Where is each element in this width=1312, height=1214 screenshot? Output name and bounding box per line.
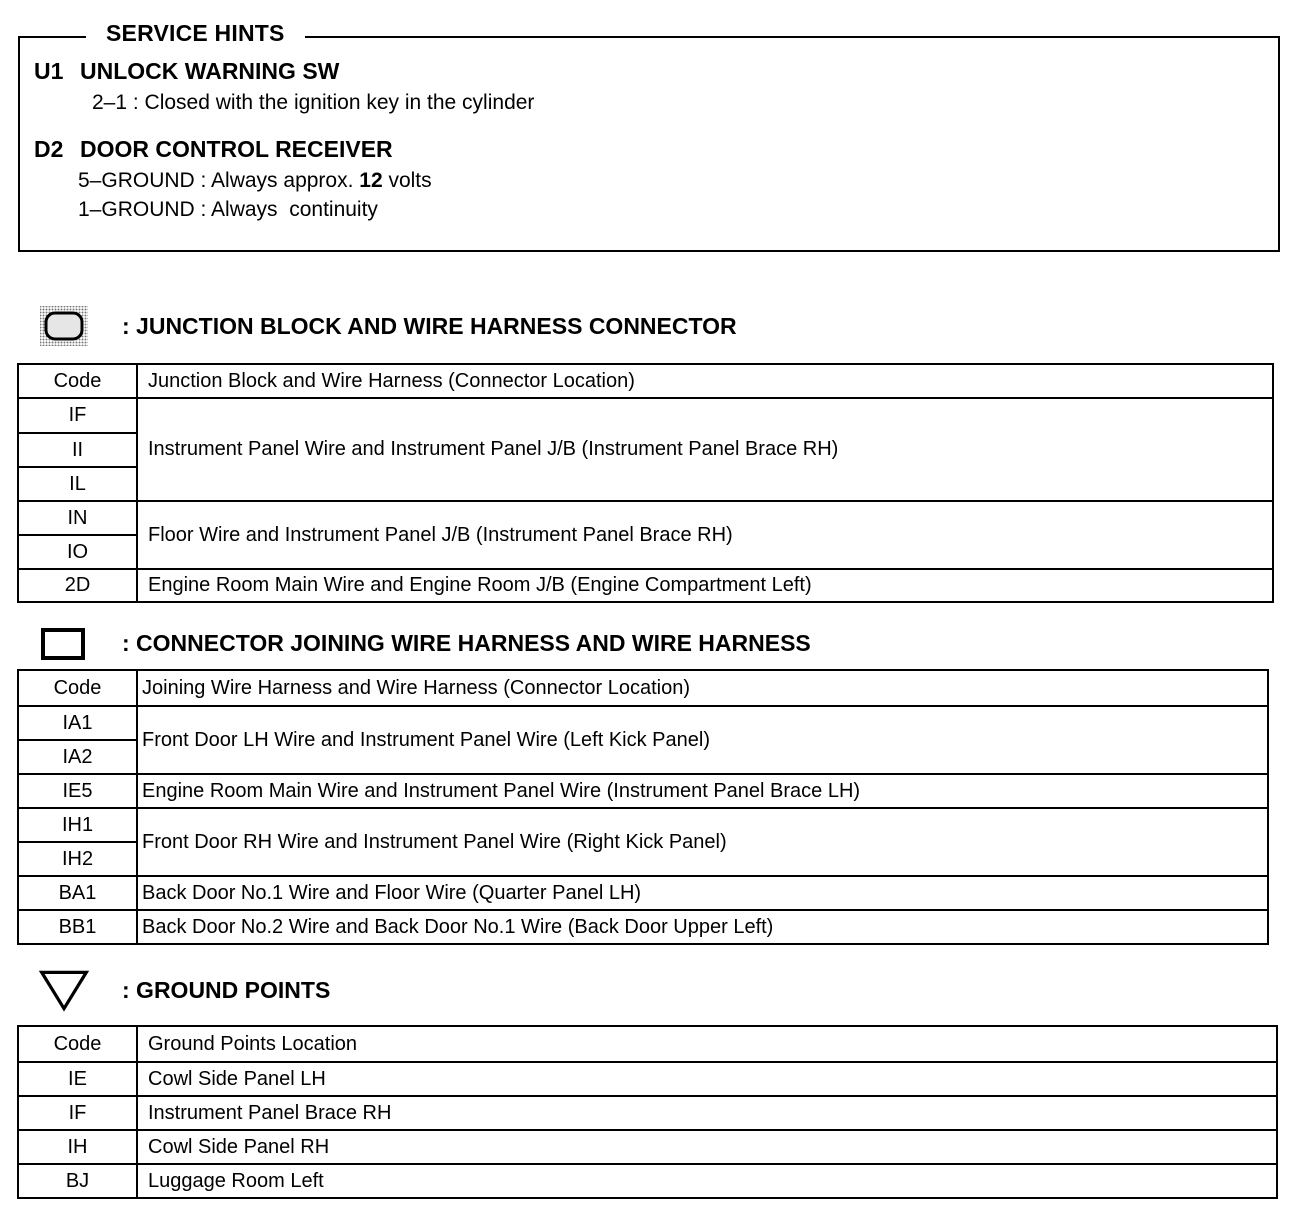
desc-cell: Front Door RH Wire and Instrument Panel Wire (Right Kick Panel) xyxy=(137,808,1268,876)
rectangle-icon xyxy=(38,619,90,667)
table-row xyxy=(18,808,1268,842)
code-cell: IH xyxy=(18,1130,137,1164)
hint-line: 1–GROUND : Always continuity xyxy=(78,198,378,221)
shaded-rounded-rectangle-icon xyxy=(38,302,90,350)
table-row xyxy=(18,1062,1277,1096)
junction-table xyxy=(17,363,1274,603)
hint-name: DOOR CONTROL RECEIVER xyxy=(80,136,393,162)
code-cell: IA2 xyxy=(18,740,137,774)
down-triangle-icon xyxy=(38,966,90,1014)
code-cell: IL xyxy=(18,467,137,501)
desc-cell: Engine Room Main Wire and Engine Room J/B (Engine Compartment Left) xyxy=(137,569,1273,602)
code-cell: IO xyxy=(18,535,137,569)
code-cell: IE xyxy=(18,1062,137,1096)
code-cell: IH1 xyxy=(18,808,137,842)
header-code: Code xyxy=(18,364,137,398)
table-row xyxy=(18,501,1273,535)
hint-line: 2–1 : Closed with the ignition key in the cylinder xyxy=(92,91,535,114)
code-cell: 2D xyxy=(18,569,137,602)
connector-table xyxy=(17,669,1269,945)
table-row xyxy=(18,1096,1277,1130)
desc-cell: Engine Room Main Wire and Instrument Panel Wire (Instrument Panel Brace LH) xyxy=(137,774,1268,808)
table-row xyxy=(18,876,1268,910)
hint-name: UNLOCK WARNING SW xyxy=(80,58,340,84)
ground-section-heading xyxy=(38,966,330,1014)
ground-heading-label: : GROUND POINTS xyxy=(122,976,331,1003)
junction-section-heading xyxy=(38,302,737,350)
desc-cell: Back Door No.2 Wire and Back Door No.1 Wire (Back Door Upper Left) xyxy=(137,910,1268,944)
code-cell: BJ xyxy=(18,1164,137,1198)
code-cell: IF xyxy=(18,1096,137,1130)
header-desc: Ground Points Location xyxy=(137,1026,1277,1062)
header-code: Code xyxy=(18,1026,137,1062)
table-row xyxy=(18,910,1268,944)
code-cell: IE5 xyxy=(18,774,137,808)
table-row xyxy=(18,1130,1277,1164)
hint-code: D2 xyxy=(34,136,64,162)
hint-line-post: volts xyxy=(382,169,432,192)
ground-table xyxy=(17,1025,1278,1199)
table-row xyxy=(18,774,1268,808)
code-cell: IN xyxy=(18,501,137,535)
header-desc: Junction Block and Wire Harness (Connector Location) xyxy=(137,364,1273,398)
table-header-row xyxy=(18,670,1268,706)
desc-cell: Floor Wire and Instrument Panel J/B (Instrument Panel Brace RH) xyxy=(137,501,1273,569)
hint-code: U1 xyxy=(34,58,64,84)
header-desc: Joining Wire Harness and Wire Harness (Connector Location) xyxy=(137,670,1268,706)
table-row xyxy=(18,569,1273,602)
desc-cell: Back Door No.1 Wire and Floor Wire (Quarter Panel LH) xyxy=(137,876,1268,910)
code-cell: BA1 xyxy=(18,876,137,910)
code-cell: IF xyxy=(18,398,137,433)
hint-unlock-warning-sw xyxy=(34,58,339,85)
code-cell: II xyxy=(18,433,137,467)
desc-cell: Cowl Side Panel LH xyxy=(137,1062,1277,1096)
code-cell: IH2 xyxy=(18,842,137,876)
desc-cell: Cowl Side Panel RH xyxy=(137,1130,1277,1164)
junction-heading-label: : JUNCTION BLOCK AND WIRE HARNESS CONNECTOR xyxy=(122,312,737,339)
table-header-row xyxy=(18,1026,1277,1062)
desc-cell: Front Door LH Wire and Instrument Panel Wire (Left Kick Panel) xyxy=(137,706,1268,774)
desc-cell: Luggage Room Left xyxy=(137,1164,1277,1198)
table-row xyxy=(18,1164,1277,1198)
code-cell: IA1 xyxy=(18,706,137,740)
header-code: Code xyxy=(18,670,137,706)
table-row xyxy=(18,706,1268,740)
table-header-row xyxy=(18,364,1273,398)
hint-line xyxy=(78,169,432,193)
service-hints-title: SERVICE HINTS xyxy=(86,20,305,47)
connector-section-heading xyxy=(38,619,811,667)
hint-line-pre: 5–GROUND : Always approx. xyxy=(78,169,360,192)
table-row xyxy=(18,398,1273,433)
hint-door-control-receiver xyxy=(34,136,393,163)
code-cell: BB1 xyxy=(18,910,137,944)
desc-cell: Instrument Panel Brace RH xyxy=(137,1096,1277,1130)
connector-heading-label: : CONNECTOR JOINING WIRE HARNESS AND WIRE HARNESS xyxy=(122,629,811,656)
hint-line-value: 12 xyxy=(359,169,383,192)
desc-cell: Instrument Panel Wire and Instrument Panel J/B (Instrument Panel Brace RH) xyxy=(137,398,1273,501)
